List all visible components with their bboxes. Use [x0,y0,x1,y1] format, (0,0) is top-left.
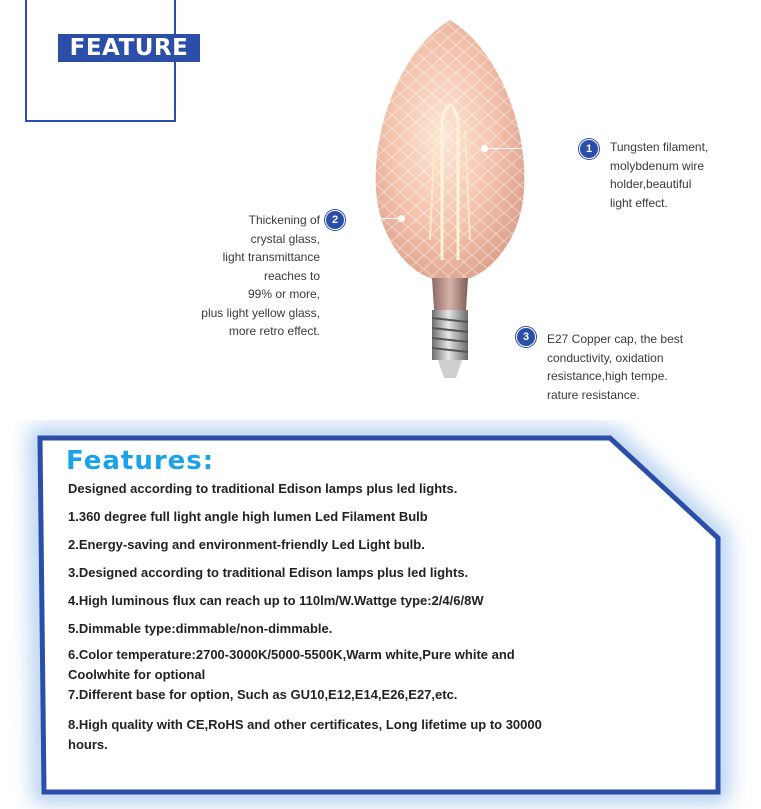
callout-text-line: rature resistance. [547,387,640,402]
callout-text-line: molybdenum wire [610,158,705,173]
callout-text-line: holder,beautiful [610,177,692,191]
feature-item: 4.High luminous flux can reach up to 110lm/W.Wattge type:2/4/6/8W [68,593,484,608]
e27-cap [432,310,468,378]
callout-text-line: conductivity, oxidation [547,350,664,365]
feature-item: 8.High quality with CE,RoHS and other certificates, Long lifetime up to 30000 hours. [68,717,542,752]
callout-3-text [547,330,747,404]
callout-text-line: 99% or more, [247,287,320,301]
callout-1-line [488,148,580,149]
callout-1-dot [481,145,488,152]
features-title: Features: [66,446,215,476]
feature-item: 3.Designed according to traditional Edison lamps plus led lights. [68,565,469,580]
feature-badge: FEATURE [58,34,200,62]
feature-item: 1.360 degree full light angle high lumen Led Filament Bulb [68,509,428,524]
callout-text-line: light transmittance [222,250,320,264]
feature-item: 5.Dimmable type:dimmable/non-dimmable. [68,621,333,636]
bulb-illustration [360,10,540,400]
callout-2-number: 2 [325,210,345,230]
feature-item: 6.Color temperature:2700-3000K/5000-5500K,Warm white,Pure white and Coolwhite for optional [68,647,515,682]
callout-1-number: 1 [579,139,599,159]
callout-text-line: reaches to [263,268,320,283]
callout-text-line: plus light yellow glass, [201,305,320,320]
feature-item: Designed according to traditional Edison lamps plus led lights. [68,481,458,496]
callout-2-dot [398,215,405,222]
callout-2-line [344,218,399,219]
callout-text-line: resistance,high tempe. [547,369,668,383]
callout-3-dot [483,333,490,340]
callout-text-line: more retro effect. [228,324,320,338]
callout-text-line: Tungsten filament, [610,140,709,154]
callout-text-line: crystal glass, [250,231,320,246]
callout-3-number: 3 [516,327,536,347]
callout-text-line: E27 Copper cap, the best [547,332,684,346]
callout-1-text [610,138,750,212]
frame-bottom-border [25,120,176,122]
callout-2-text [160,211,320,341]
bulb-neck [432,278,468,310]
callout-text-line: Thickening of [248,213,320,227]
callout-text-line: light effect. [610,195,668,210]
feature-item: 2.Energy-saving and environment-friendly Led Light bulb. [68,537,425,552]
frame-left-border [25,0,27,122]
feature-item: 7.Different base for option, Such as GU10,E12,E14,E26,E27,etc. [68,687,458,702]
callout-3-line [490,336,517,337]
